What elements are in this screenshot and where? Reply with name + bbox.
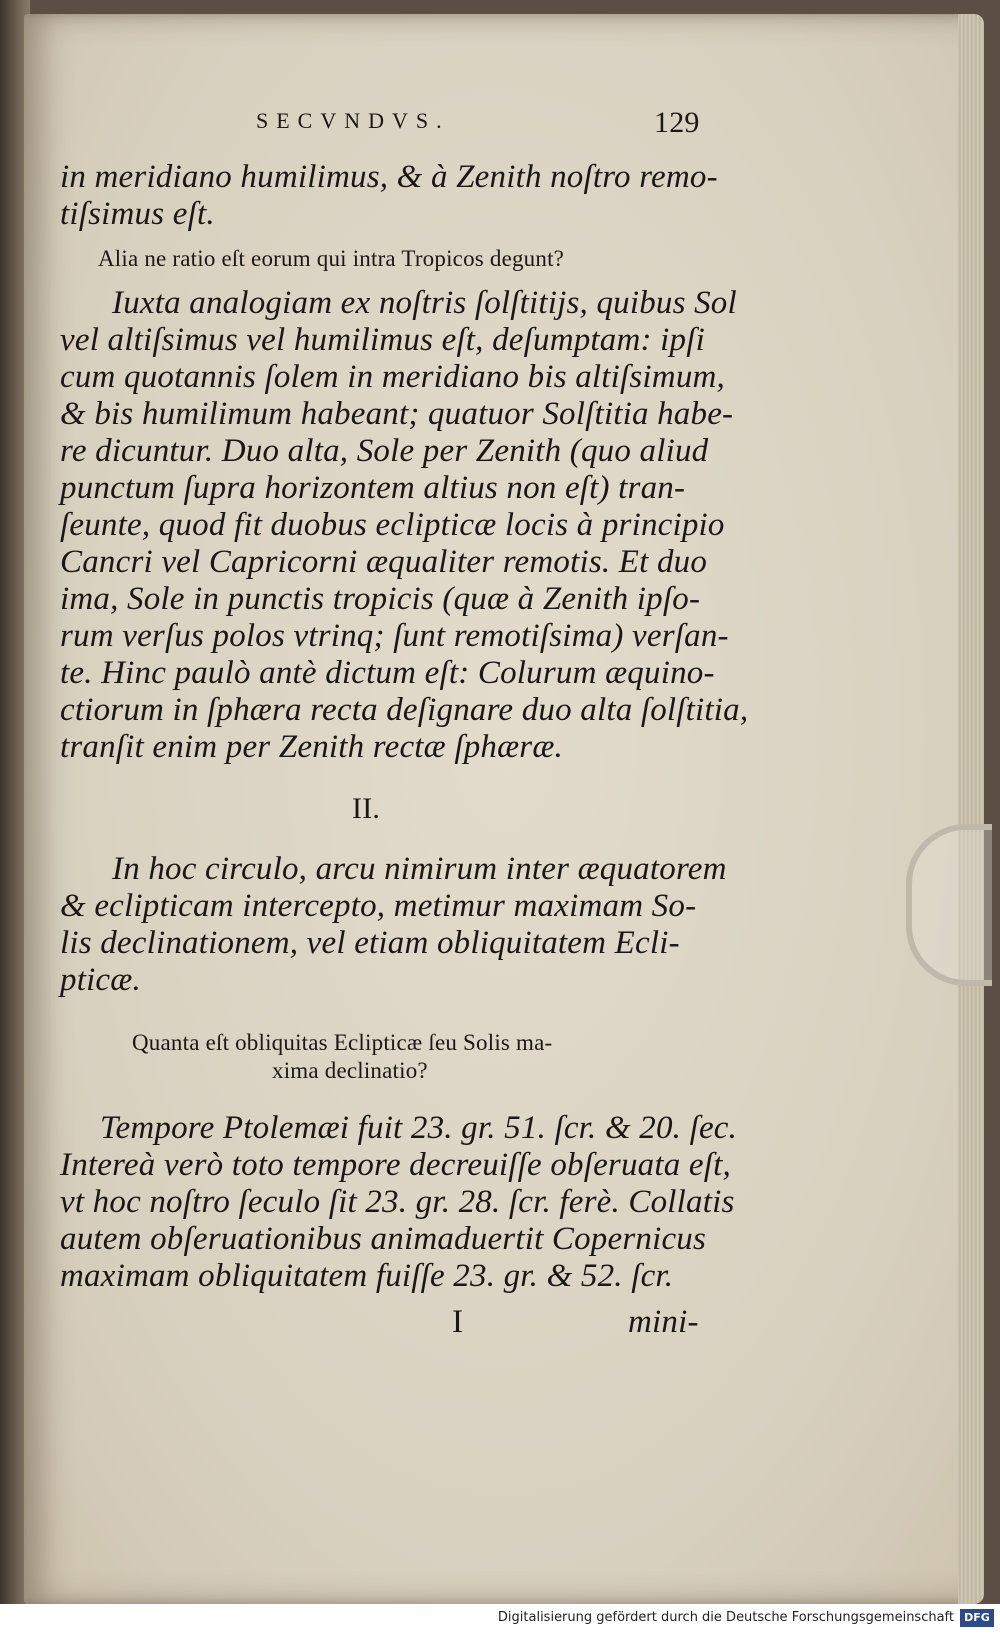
text-line: ſeunte, quod fit duobus eclipticæ locis à principio xyxy=(60,507,725,543)
catchword: mini- xyxy=(628,1304,699,1340)
text-line: rum verſus polos vtrinq; ſunt remotiſsima) verſan- xyxy=(60,618,729,654)
text-line: autem obſeruationibus animaduertit Copernicus xyxy=(60,1221,707,1257)
text-line: Tempore Ptolemæi fuit 23. gr. 51. ſcr. & 20. ſec. xyxy=(100,1110,738,1146)
book-page xyxy=(24,14,984,1604)
page-number: 129 xyxy=(654,106,700,139)
text-line: vt hoc noſtro ſeculo ſit 23. gr. 28. ſcr. ferè. Collatis xyxy=(60,1184,735,1220)
text-line: pticæ. xyxy=(60,962,141,998)
text-line: ctiorum in ſphæra recta deſignare duo alta ſolſtitia, xyxy=(60,692,749,728)
text-line: Iuxta analogiam ex noſtris ſolſtitijs, quibus Sol xyxy=(112,285,737,321)
question-heading: xima declinatio? xyxy=(272,1058,428,1083)
signature-mark: I xyxy=(452,1304,464,1340)
text-line: tranſit enim per Zenith rectæ ſphæræ. xyxy=(60,729,564,765)
running-head: SECVNDVS. xyxy=(256,108,450,133)
text-line: in meridiano humilimus, & à Zenith noſtro remo- xyxy=(60,159,718,195)
footer-credit: Digitalisierung gefördert durch die Deutsche Forschungsgemeinschaft xyxy=(497,1610,954,1625)
text-line: re dicuntur. Duo alta, Sole per Zenith (quo aliud xyxy=(60,433,709,469)
text-line: In hoc circulo, arcu nimirum inter æquatorem xyxy=(112,851,727,887)
text-line: te. Hinc paulò antè dictum eſt: Colurum æquino- xyxy=(60,655,715,691)
text-line: ima, Sole in punctis tropicis (quæ à Zenith ipſo- xyxy=(60,581,701,617)
text-line: & bis humilimum habeant; quatuor Solſtitia habe- xyxy=(60,396,734,432)
text-line: & eclipticam intercepto, metimur maximam So- xyxy=(60,888,697,924)
text-line: Cancri vel Capricorni æqualiter remotis. Et duo xyxy=(60,544,708,580)
text-line: cum quotannis ſolem in meridiano bis altiſsimum, xyxy=(60,359,726,395)
question-heading: Quanta eſt obliquitas Eclipticæ ſeu Solis ma- xyxy=(132,1030,553,1055)
text-line: tiſsimus eſt. xyxy=(60,196,215,232)
text-line: lis declinationem, vel etiam obliquitatem Ecli- xyxy=(60,925,680,961)
text-line: vel altiſsimus vel humilimus eſt, deſumptam: ipſi xyxy=(60,322,705,358)
question-heading: Alia ne ratio eſt eorum qui intra Tropicos degunt? xyxy=(98,246,565,271)
digitization-footer xyxy=(0,1604,1000,1634)
section-number: II. xyxy=(352,792,381,825)
dfg-logo-icon: DFG xyxy=(960,1609,994,1627)
page-text xyxy=(24,14,984,1604)
text-line: Intereà verò toto tempore decreuiſſe obſeruata eſt, xyxy=(60,1147,731,1183)
text-line: punctum ſupra horizontem altius non eſt) tran- xyxy=(60,470,686,506)
text-line: maximam obliquitatem fuiſſe 23. gr. & 52. ſcr. xyxy=(60,1258,674,1294)
